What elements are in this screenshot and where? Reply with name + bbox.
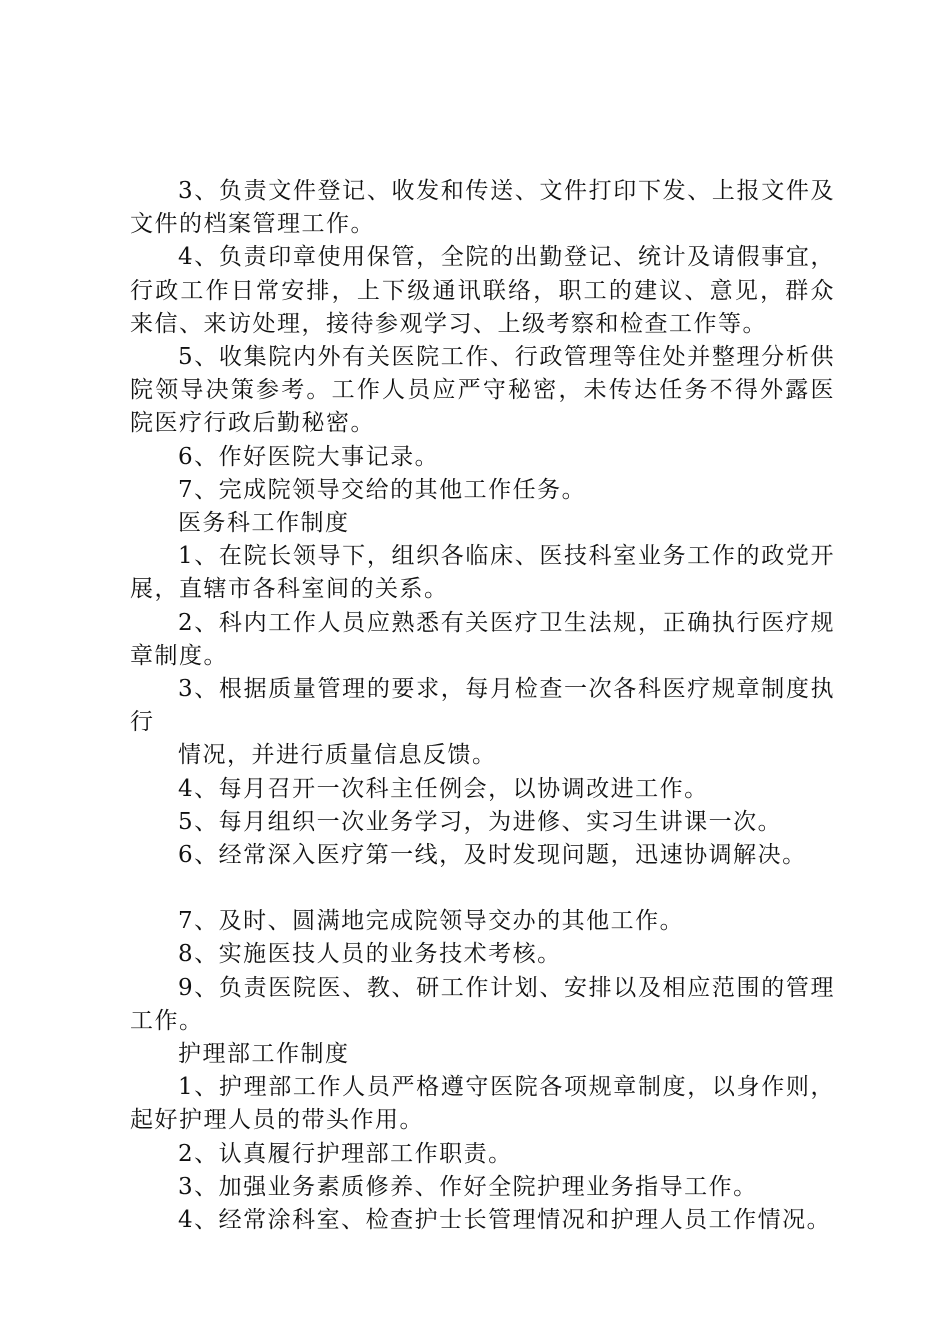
paragraph: 2、认真履行护理部工作职责。 <box>178 1140 513 1167</box>
paragraph: 8、实施医技人员的业务技术考核。 <box>178 941 562 968</box>
paragraph: 7、完成院领导交给的其他工作任务。 <box>178 476 587 503</box>
paragraph: 3、负责文件登记、收发和传送、文件打印下发、上报文件及文件的档案管理工作。 <box>130 178 835 238</box>
paragraph: 3、根据质量管理的要求，每月检查一次各科医疗规章制度执行 <box>130 676 835 736</box>
paragraph: 1、护理部工作人员严格遵守医院各项规章制度，以身作则，起好护理人员的带头作用。 <box>130 1074 835 1134</box>
paragraph: 4、每月召开一次科主任例会，以协调改进工作。 <box>178 775 709 802</box>
paragraph: 6、作好医院大事记录。 <box>178 443 440 470</box>
paragraph: 9、负责医院医、教、研工作计划、安排以及相应范围的管理工作。 <box>130 974 835 1034</box>
paragraph: 5、收集院内外有关医院工作、行政管理等住处并整理分析供院领导决策参考。工作人员应严守秘密，未传达任务不得外露医院医疗行政后勤秘密。 <box>130 344 835 437</box>
paragraph: 4、负责印章使用保管，全院的出勤登记、统计及请假事宜，行政工作日常安排，上下级通讯联络，职工的建议、意见，群众来信、来访处理，接待参观学习、上级考察和检查工作等。 <box>130 244 835 337</box>
document-body <box>130 175 835 1237</box>
paragraph: 2、科内工作人员应熟悉有关医疗卫生法规，正确执行医疗规章制度。 <box>130 609 835 669</box>
section-heading: 护理部工作制度 <box>178 1041 350 1068</box>
paragraph: 1、在院长领导下，组织各临床、医技科室业务工作的政党开展，直辖市各科室间的关系。 <box>130 543 835 603</box>
paragraph: 6、经常深入医疗第一线，及时发现问题，迅速协调解决。 <box>178 842 807 869</box>
section-heading: 医务科工作制度 <box>178 510 350 537</box>
paragraph: 5、每月组织一次业务学习，为进修、实习生讲课一次。 <box>178 808 783 835</box>
paragraph: 情况，并进行质量信息反馈。 <box>178 742 497 769</box>
paragraph: 7、及时、圆满地完成院领导交办的其他工作。 <box>178 908 685 935</box>
paragraph: 3、加强业务素质修养、作好全院护理业务指导工作。 <box>178 1173 758 1200</box>
paragraph: 4、经常涂科室、检查护士长管理情况和护理人员工作情况。 <box>178 1207 832 1234</box>
